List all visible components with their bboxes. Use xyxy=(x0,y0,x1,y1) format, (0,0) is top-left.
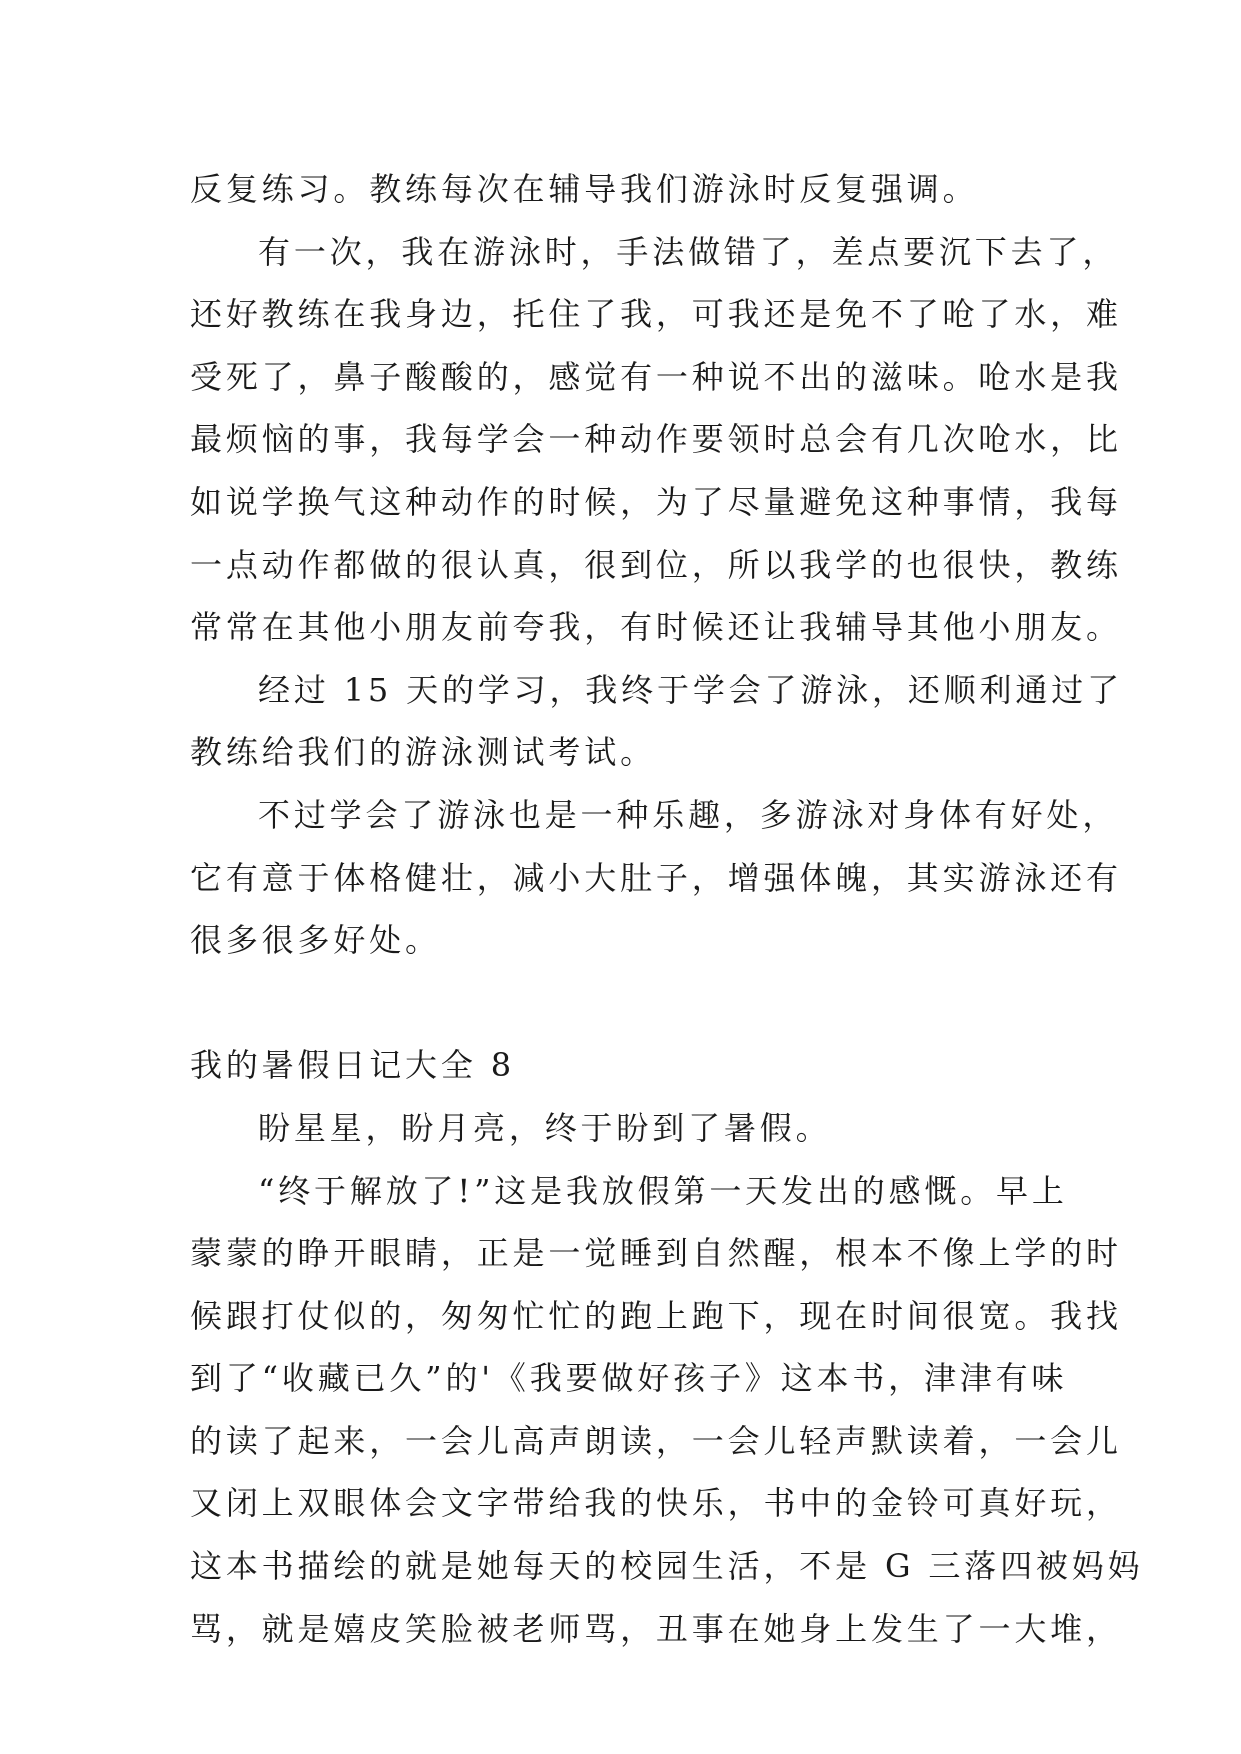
paragraph-line: 经过 15 天的学习，我终于学会了游泳，还顺利通过了 xyxy=(258,670,1123,709)
paragraph-line: 有一次，我在游泳时，手法做错了，差点要沉下去了， xyxy=(258,232,1119,271)
paragraph-line: 常常在其他小朋友前夸我，有时候还让我辅导其他小朋友。 xyxy=(190,608,1122,647)
paragraph-line: 最烦恼的事，我每学会一种动作要领时总会有几次呛水，比 xyxy=(190,420,1122,459)
paragraph-line: 到了“收藏已久”的'《我要做好孩子》这本书，津津有味 xyxy=(190,1359,1068,1398)
section-title: 我的暑假日记大全 8 xyxy=(190,1046,515,1085)
paragraph-line: 教练给我们的游泳测试考试。 xyxy=(190,733,656,772)
section-2 xyxy=(190,1034,1144,1660)
paragraph-line: 又闭上双眼体会文字带给我的快乐，书中的金铃可真好玩， xyxy=(190,1484,1122,1523)
paragraph-line: 的读了起来，一会儿高声朗读，一会儿轻声默读着，一会儿 xyxy=(190,1421,1122,1460)
document-page xyxy=(190,158,1144,1660)
paragraph-line: 候跟打仗似的，匆匆忙忙的跑上跑下，现在时间很宽。我找 xyxy=(190,1296,1122,1335)
paragraph-line: “终于解放了!”这是我放假第一天发出的感慨。早上 xyxy=(258,1171,1068,1210)
paragraph-line: 这本书描绘的就是她每天的校园生活，不是 G 三落四被妈妈 xyxy=(190,1547,1144,1586)
paragraph-line: 还好教练在我身边，托住了我，可我还是免不了呛了水，难 xyxy=(190,295,1122,334)
paragraph-line: 它有意于体格健壮，减小大肚子，增强体魄，其实游泳还有 xyxy=(190,858,1122,897)
paragraph-line: 骂，就是嬉皮笑脸被老师骂，丑事在她身上发生了一大堆， xyxy=(190,1609,1122,1648)
paragraph-line: 一点动作都做的很认真，很到位，所以我学的也很快，教练 xyxy=(190,545,1122,584)
paragraph-line: 盼星星，盼月亮，终于盼到了暑假。 xyxy=(258,1108,832,1147)
section-spacer xyxy=(190,972,1070,1035)
paragraph-line: 受死了，鼻子酸酸的，感觉有一种说不出的滋味。呛水是我 xyxy=(190,357,1122,396)
paragraph-line: 如说学换气这种动作的时候，为了尽量避免这种事情，我每 xyxy=(190,482,1122,521)
section-1 xyxy=(190,158,1123,972)
paragraph-line: 很多很多好处。 xyxy=(190,921,441,960)
paragraph-line: 反复练习。教练每次在辅导我们游泳时反复强调。 xyxy=(190,170,979,208)
paragraph-line: 不过学会了游泳也是一种乐趣，多游泳对身体有好处， xyxy=(258,795,1119,834)
paragraph-line: 蒙蒙的睁开眼睛，正是一觉睡到自然醒，根本不像上学的时 xyxy=(190,1234,1122,1273)
